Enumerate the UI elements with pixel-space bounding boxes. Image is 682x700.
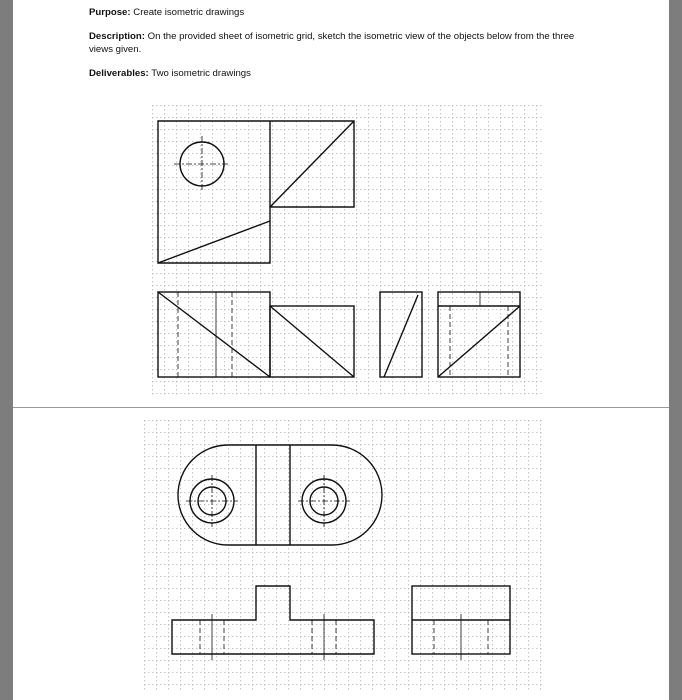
description-label: Description: — [89, 31, 145, 42]
purpose-text: Create isometric drawings — [133, 7, 245, 18]
figure-1-drawing — [152, 105, 542, 395]
viewer-left-margin — [0, 0, 13, 700]
dotted-grid-background — [152, 105, 542, 395]
deliverables-label: Deliverables: — [89, 68, 149, 79]
deliverables-line — [89, 67, 251, 80]
description-paragraph — [89, 30, 589, 56]
deliverables-text: Two isometric drawings — [151, 68, 251, 79]
figure-1-orthographic-views — [152, 105, 542, 395]
purpose-label: Purpose: — [89, 7, 131, 18]
purpose-line — [89, 6, 244, 19]
figure-2-orthographic-views — [144, 420, 544, 690]
viewer-right-margin — [669, 0, 682, 700]
description-text: On the provided sheet of isometric grid, sketch the isometric view of the objects below from the three views given. — [89, 31, 575, 55]
figure-2-drawing — [144, 420, 544, 690]
dotted-grid-background — [144, 420, 544, 690]
